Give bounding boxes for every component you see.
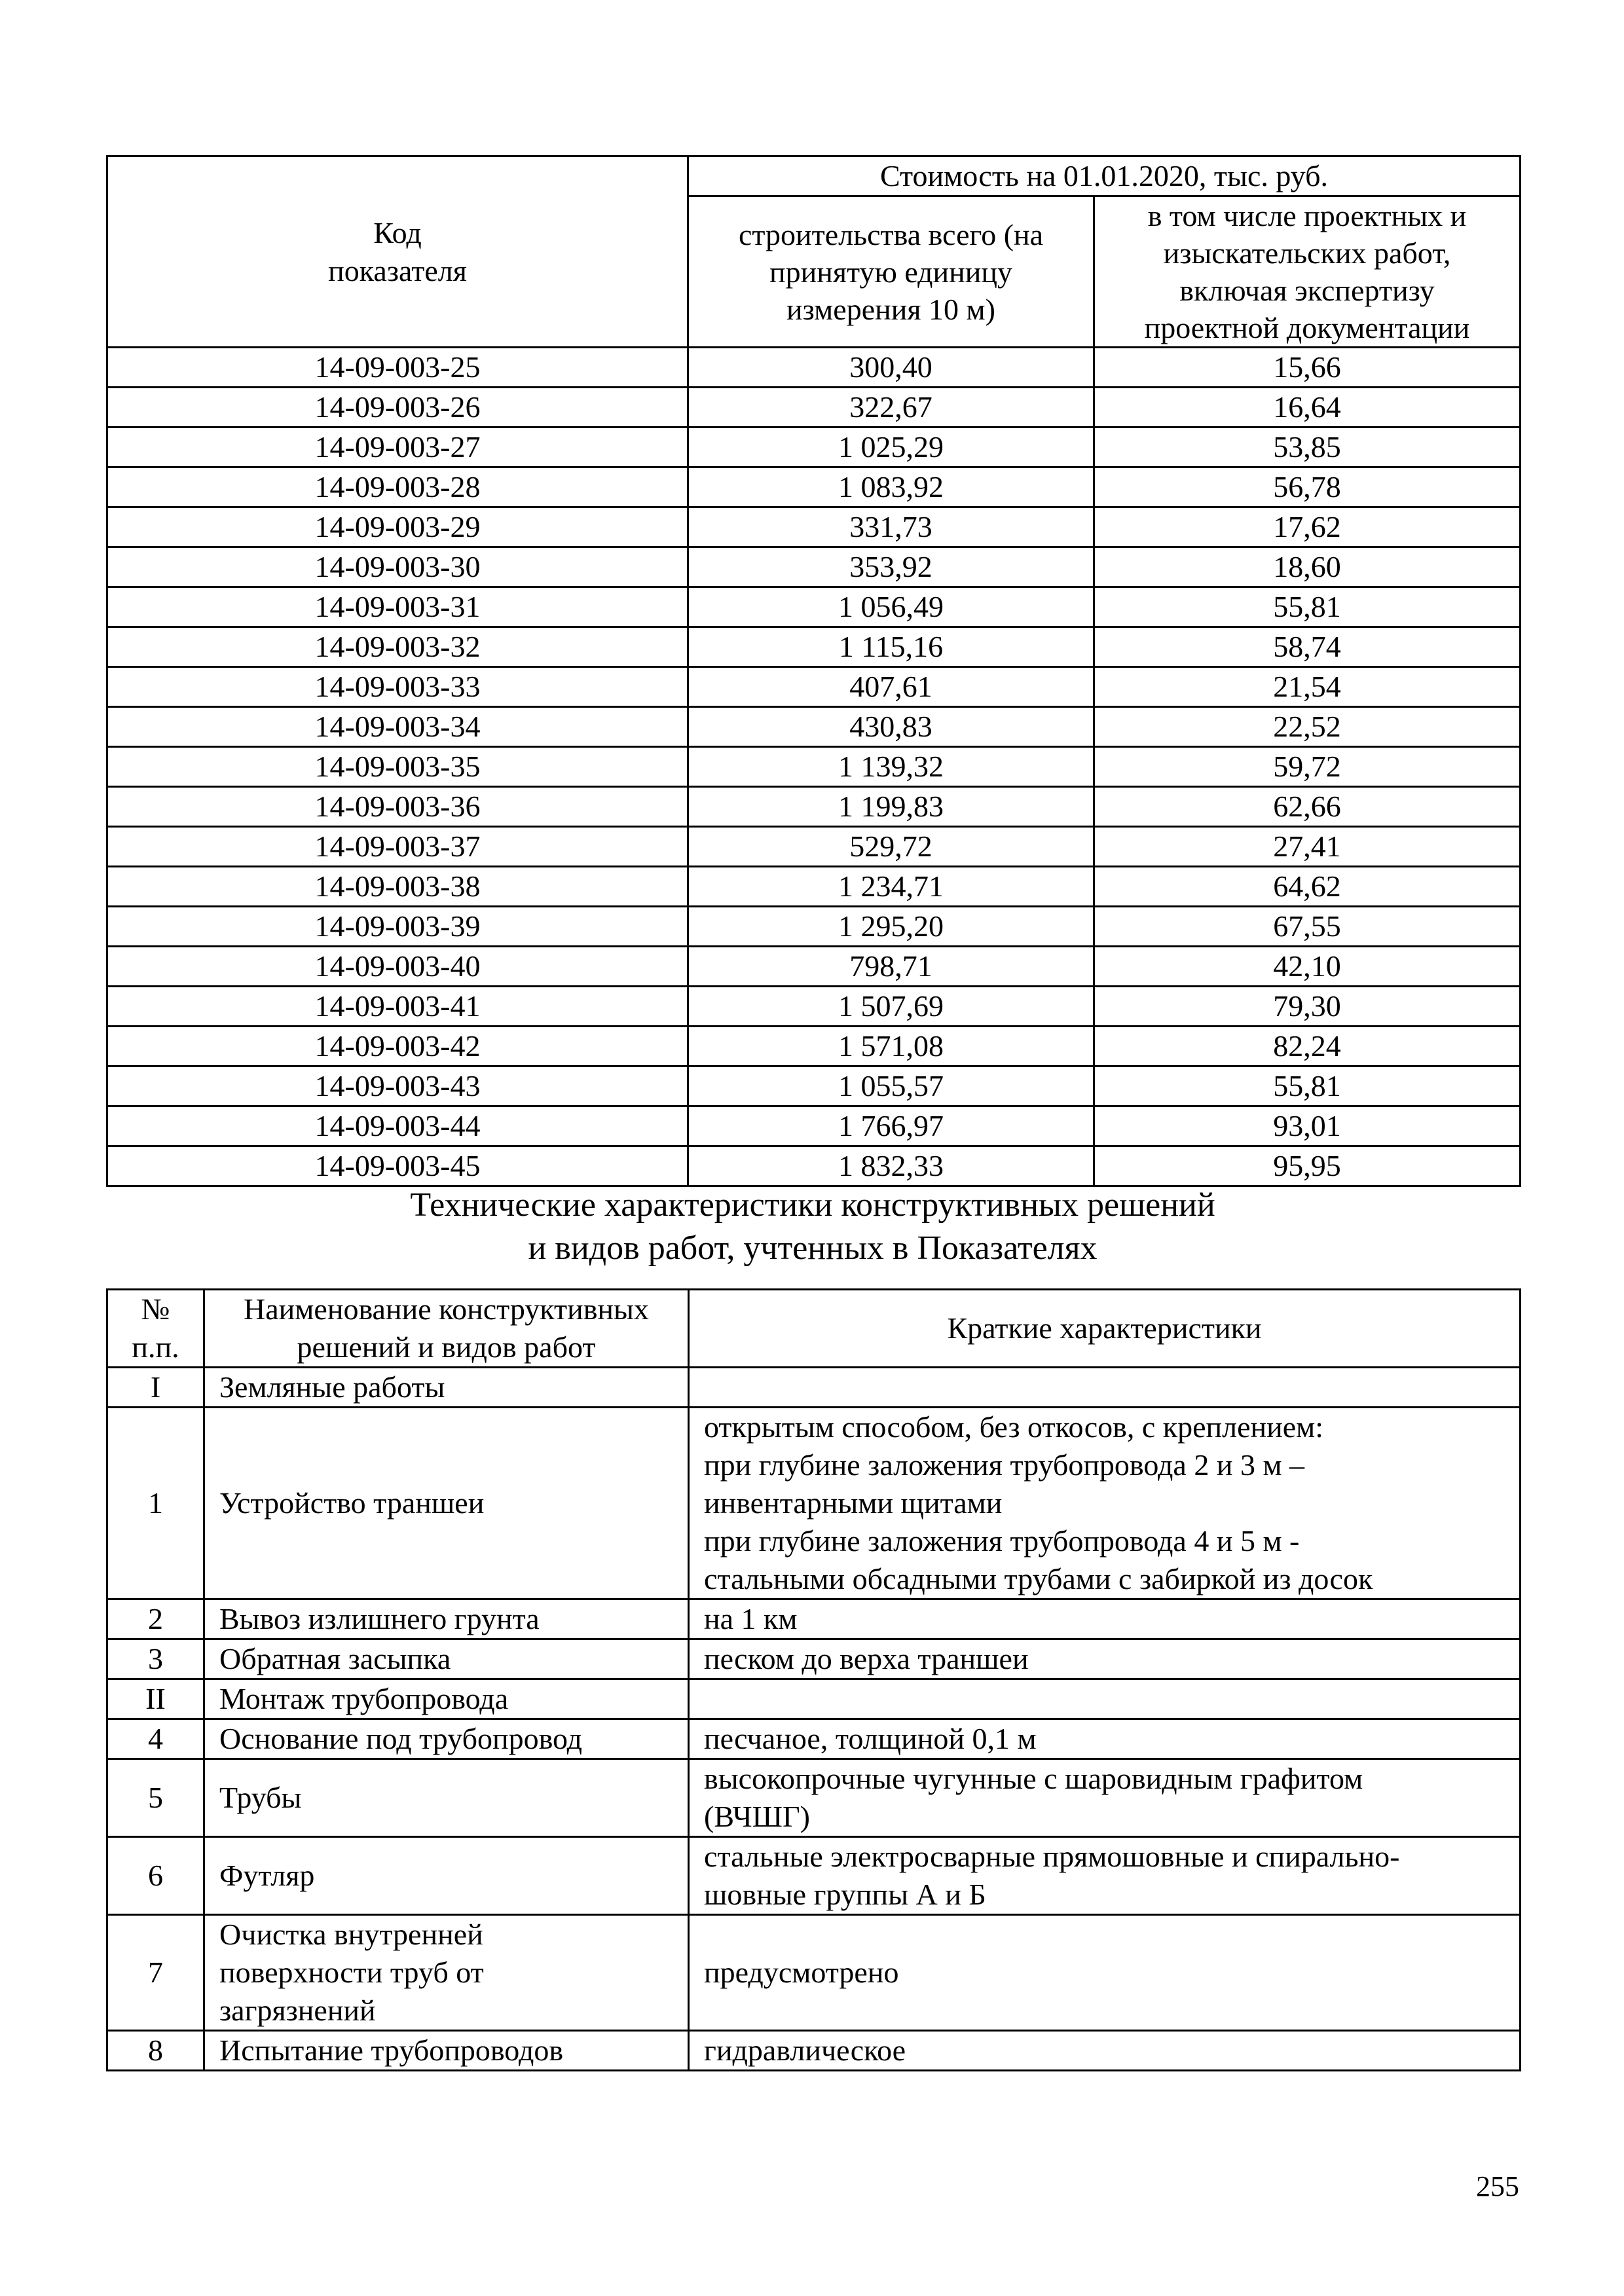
characteristics-table — [106, 1288, 1521, 2071]
table-row — [107, 1719, 1521, 1759]
desc-line: песком до верха траншеи — [704, 1642, 1029, 1675]
desc-line: высокопрочные чугунные с шаровидным графитом — [704, 1762, 1363, 1795]
cell-num: 5 — [107, 1759, 204, 1837]
header-code: Код показателя — [107, 156, 688, 348]
cell-name — [204, 1679, 689, 1719]
table-row — [107, 467, 1521, 507]
table-row — [107, 1915, 1521, 2031]
table-row — [107, 507, 1521, 547]
cell-name — [204, 1639, 689, 1679]
table-row — [107, 1759, 1521, 1837]
table-row — [107, 1106, 1521, 1146]
table-row — [107, 667, 1521, 707]
cell-desc — [689, 1408, 1521, 1599]
cell-design: 15,66 — [1094, 348, 1521, 388]
cell-code: 14-09-003-40 — [107, 947, 688, 987]
cell-design: 16,64 — [1094, 388, 1521, 428]
cell-name — [204, 1759, 689, 1837]
cell-code: 14-09-003-36 — [107, 787, 688, 827]
desc-line: гидравлическое — [704, 2033, 906, 2067]
cell-total: 407,61 — [688, 667, 1094, 707]
cell-code: 14-09-003-44 — [107, 1106, 688, 1146]
header-total: строительства всего (на принятую единицу измерения 10 м) — [688, 196, 1094, 348]
cell-design: 93,01 — [1094, 1106, 1521, 1146]
cell-code: 14-09-003-25 — [107, 348, 688, 388]
cell-total: 300,40 — [688, 348, 1094, 388]
table-row — [107, 1027, 1521, 1066]
cell-desc — [689, 1837, 1521, 1915]
cell-name — [204, 1408, 689, 1599]
cell-code: 14-09-003-42 — [107, 1027, 688, 1066]
name-line: Футляр — [219, 1859, 315, 1892]
cell-total: 798,71 — [688, 947, 1094, 987]
cell-total: 1 832,33 — [688, 1146, 1094, 1186]
cell-total: 529,72 — [688, 827, 1094, 867]
cell-total: 1 056,49 — [688, 587, 1094, 627]
cell-code: 14-09-003-38 — [107, 867, 688, 907]
name-line: Испытание трубопроводов — [219, 2033, 564, 2067]
cell-num: 6 — [107, 1837, 204, 1915]
desc-line: инвентарными щитами — [704, 1486, 1003, 1520]
cell-design: 21,54 — [1094, 667, 1521, 707]
cell-desc — [689, 1679, 1521, 1719]
cell-num: 1 — [107, 1408, 204, 1599]
table-row — [107, 1679, 1521, 1719]
cell-design: 55,81 — [1094, 1066, 1521, 1106]
table-row — [107, 1837, 1521, 1915]
cell-code: 14-09-003-31 — [107, 587, 688, 627]
table-row — [107, 907, 1521, 947]
desc-line: на 1 км — [704, 1602, 798, 1635]
table-row — [107, 1408, 1521, 1599]
cell-design: 64,62 — [1094, 867, 1521, 907]
desc-line: песчаное, толщиной 0,1 м — [704, 1722, 1037, 1755]
table-row — [107, 1146, 1521, 1186]
desc-line: предусмотрено — [704, 1956, 899, 1989]
cell-design: 95,95 — [1094, 1146, 1521, 1186]
table-row — [107, 1368, 1521, 1408]
desc-line: открытым способом, без откосов, с креплением: — [704, 1410, 1324, 1444]
cell-name — [204, 1368, 689, 1408]
page-number: 255 — [1476, 2170, 1519, 2202]
cell-num: 4 — [107, 1719, 204, 1759]
name-line: Основание под трубопровод — [219, 1722, 583, 1755]
table-row — [107, 388, 1521, 428]
cell-design: 17,62 — [1094, 507, 1521, 547]
name-line: Трубы — [219, 1781, 302, 1814]
cell-total: 430,83 — [688, 707, 1094, 747]
cell-code: 14-09-003-27 — [107, 428, 688, 467]
cell-code: 14-09-003-32 — [107, 627, 688, 667]
desc-line: при глубине заложения трубопровода 2 и 3 м – — [704, 1448, 1305, 1482]
header-design: в том числе проектных и изыскательских работ, включая экспертизу проектной документации — [1094, 196, 1521, 348]
cell-desc — [689, 1719, 1521, 1759]
cell-design: 42,10 — [1094, 947, 1521, 987]
name-line: Устройство траншеи — [219, 1486, 485, 1520]
cell-total: 1 507,69 — [688, 987, 1094, 1027]
cell-total: 1 199,83 — [688, 787, 1094, 827]
table-row — [107, 787, 1521, 827]
header-desc: Краткие характеристики — [689, 1290, 1521, 1368]
cell-code: 14-09-003-30 — [107, 547, 688, 587]
cell-design: 22,52 — [1094, 707, 1521, 747]
header-num: № п.п. — [107, 1290, 204, 1368]
cell-total: 322,67 — [688, 388, 1094, 428]
cell-desc — [689, 2031, 1521, 2071]
cell-name — [204, 2031, 689, 2071]
cell-design: 59,72 — [1094, 747, 1521, 787]
cell-code: 14-09-003-34 — [107, 707, 688, 747]
cell-code: 14-09-003-41 — [107, 987, 688, 1027]
cell-total: 1 083,92 — [688, 467, 1094, 507]
cell-total: 1 295,20 — [688, 907, 1094, 947]
cell-desc — [689, 1599, 1521, 1639]
cell-desc — [689, 1915, 1521, 2031]
table-row — [107, 1599, 1521, 1639]
cell-total: 1 115,16 — [688, 627, 1094, 667]
cell-design: 79,30 — [1094, 987, 1521, 1027]
cell-num: 2 — [107, 1599, 204, 1639]
cell-code: 14-09-003-43 — [107, 1066, 688, 1106]
table-row — [107, 547, 1521, 587]
cell-total: 331,73 — [688, 507, 1094, 547]
cell-desc — [689, 1639, 1521, 1679]
cell-code: 14-09-003-28 — [107, 467, 688, 507]
cell-code: 14-09-003-45 — [107, 1146, 688, 1186]
cell-total: 1 055,57 — [688, 1066, 1094, 1106]
cell-total: 1 766,97 — [688, 1106, 1094, 1146]
desc-line: стальные электросварные прямошовные и спирально- — [704, 1840, 1400, 1873]
cell-design: 67,55 — [1094, 907, 1521, 947]
cell-design: 53,85 — [1094, 428, 1521, 467]
table-row — [107, 1639, 1521, 1679]
cell-code: 14-09-003-37 — [107, 827, 688, 867]
desc-line: стальными обсадными трубами с забиркой из досок — [704, 1562, 1373, 1595]
name-line: Очистка внутренней — [219, 1918, 483, 1951]
cell-design: 55,81 — [1094, 587, 1521, 627]
table-row — [107, 947, 1521, 987]
header-name: Наименование конструктивных решений и видов работ — [204, 1290, 689, 1368]
desc-line: при глубине заложения трубопровода 4 и 5 м - — [704, 1524, 1300, 1558]
cell-code: 14-09-003-29 — [107, 507, 688, 547]
name-line: Монтаж трубопровода — [219, 1682, 509, 1715]
cell-design: 27,41 — [1094, 827, 1521, 867]
table-row — [107, 987, 1521, 1027]
table-row — [107, 707, 1521, 747]
cell-design: 56,78 — [1094, 467, 1521, 507]
cell-name — [204, 1599, 689, 1639]
name-line: поверхности труб от — [219, 1956, 484, 1989]
table-row — [107, 747, 1521, 787]
cell-code: 14-09-003-33 — [107, 667, 688, 707]
table-row — [107, 867, 1521, 907]
table-row — [107, 627, 1521, 667]
cell-num: I — [107, 1368, 204, 1408]
cell-code: 14-09-003-35 — [107, 747, 688, 787]
cell-total: 353,92 — [688, 547, 1094, 587]
table-row — [107, 2031, 1521, 2071]
cell-name — [204, 1915, 689, 2031]
table-row — [107, 428, 1521, 467]
table-row — [107, 1066, 1521, 1106]
cell-code: 14-09-003-39 — [107, 907, 688, 947]
cell-desc — [689, 1759, 1521, 1837]
cell-total: 1 139,32 — [688, 747, 1094, 787]
cell-design: 82,24 — [1094, 1027, 1521, 1066]
cell-num: 8 — [107, 2031, 204, 2071]
cell-name — [204, 1837, 689, 1915]
desc-line: шовные группы А и Б — [704, 1878, 986, 1911]
cell-design: 18,60 — [1094, 547, 1521, 587]
cell-design: 62,66 — [1094, 787, 1521, 827]
cell-name — [204, 1719, 689, 1759]
desc-line: (ВЧШГ) — [704, 1800, 810, 1833]
cell-desc — [689, 1368, 1521, 1408]
header-cost-group: Стоимость на 01.01.2020, тыс. руб. — [688, 156, 1521, 196]
cell-num: 3 — [107, 1639, 204, 1679]
name-line: загрязнений — [219, 1994, 376, 2027]
cell-code: 14-09-003-26 — [107, 388, 688, 428]
cell-total: 1 234,71 — [688, 867, 1094, 907]
cell-total: 1 025,29 — [688, 428, 1094, 467]
cell-design: 58,74 — [1094, 627, 1521, 667]
name-line: Земляные работы — [219, 1370, 445, 1404]
cell-num: 7 — [107, 1915, 204, 2031]
table-row — [107, 348, 1521, 388]
cell-total: 1 571,08 — [688, 1027, 1094, 1066]
table-row — [107, 827, 1521, 867]
table-row — [107, 587, 1521, 627]
section-heading: Технические характеристики конструктивных решений и видов работ, учтенных в Показателях — [410, 1186, 1215, 1267]
name-line: Вывоз излишнего грунта — [219, 1602, 540, 1635]
name-line: Обратная засыпка — [219, 1642, 451, 1675]
cost-table — [106, 155, 1521, 1187]
cell-num: II — [107, 1679, 204, 1719]
